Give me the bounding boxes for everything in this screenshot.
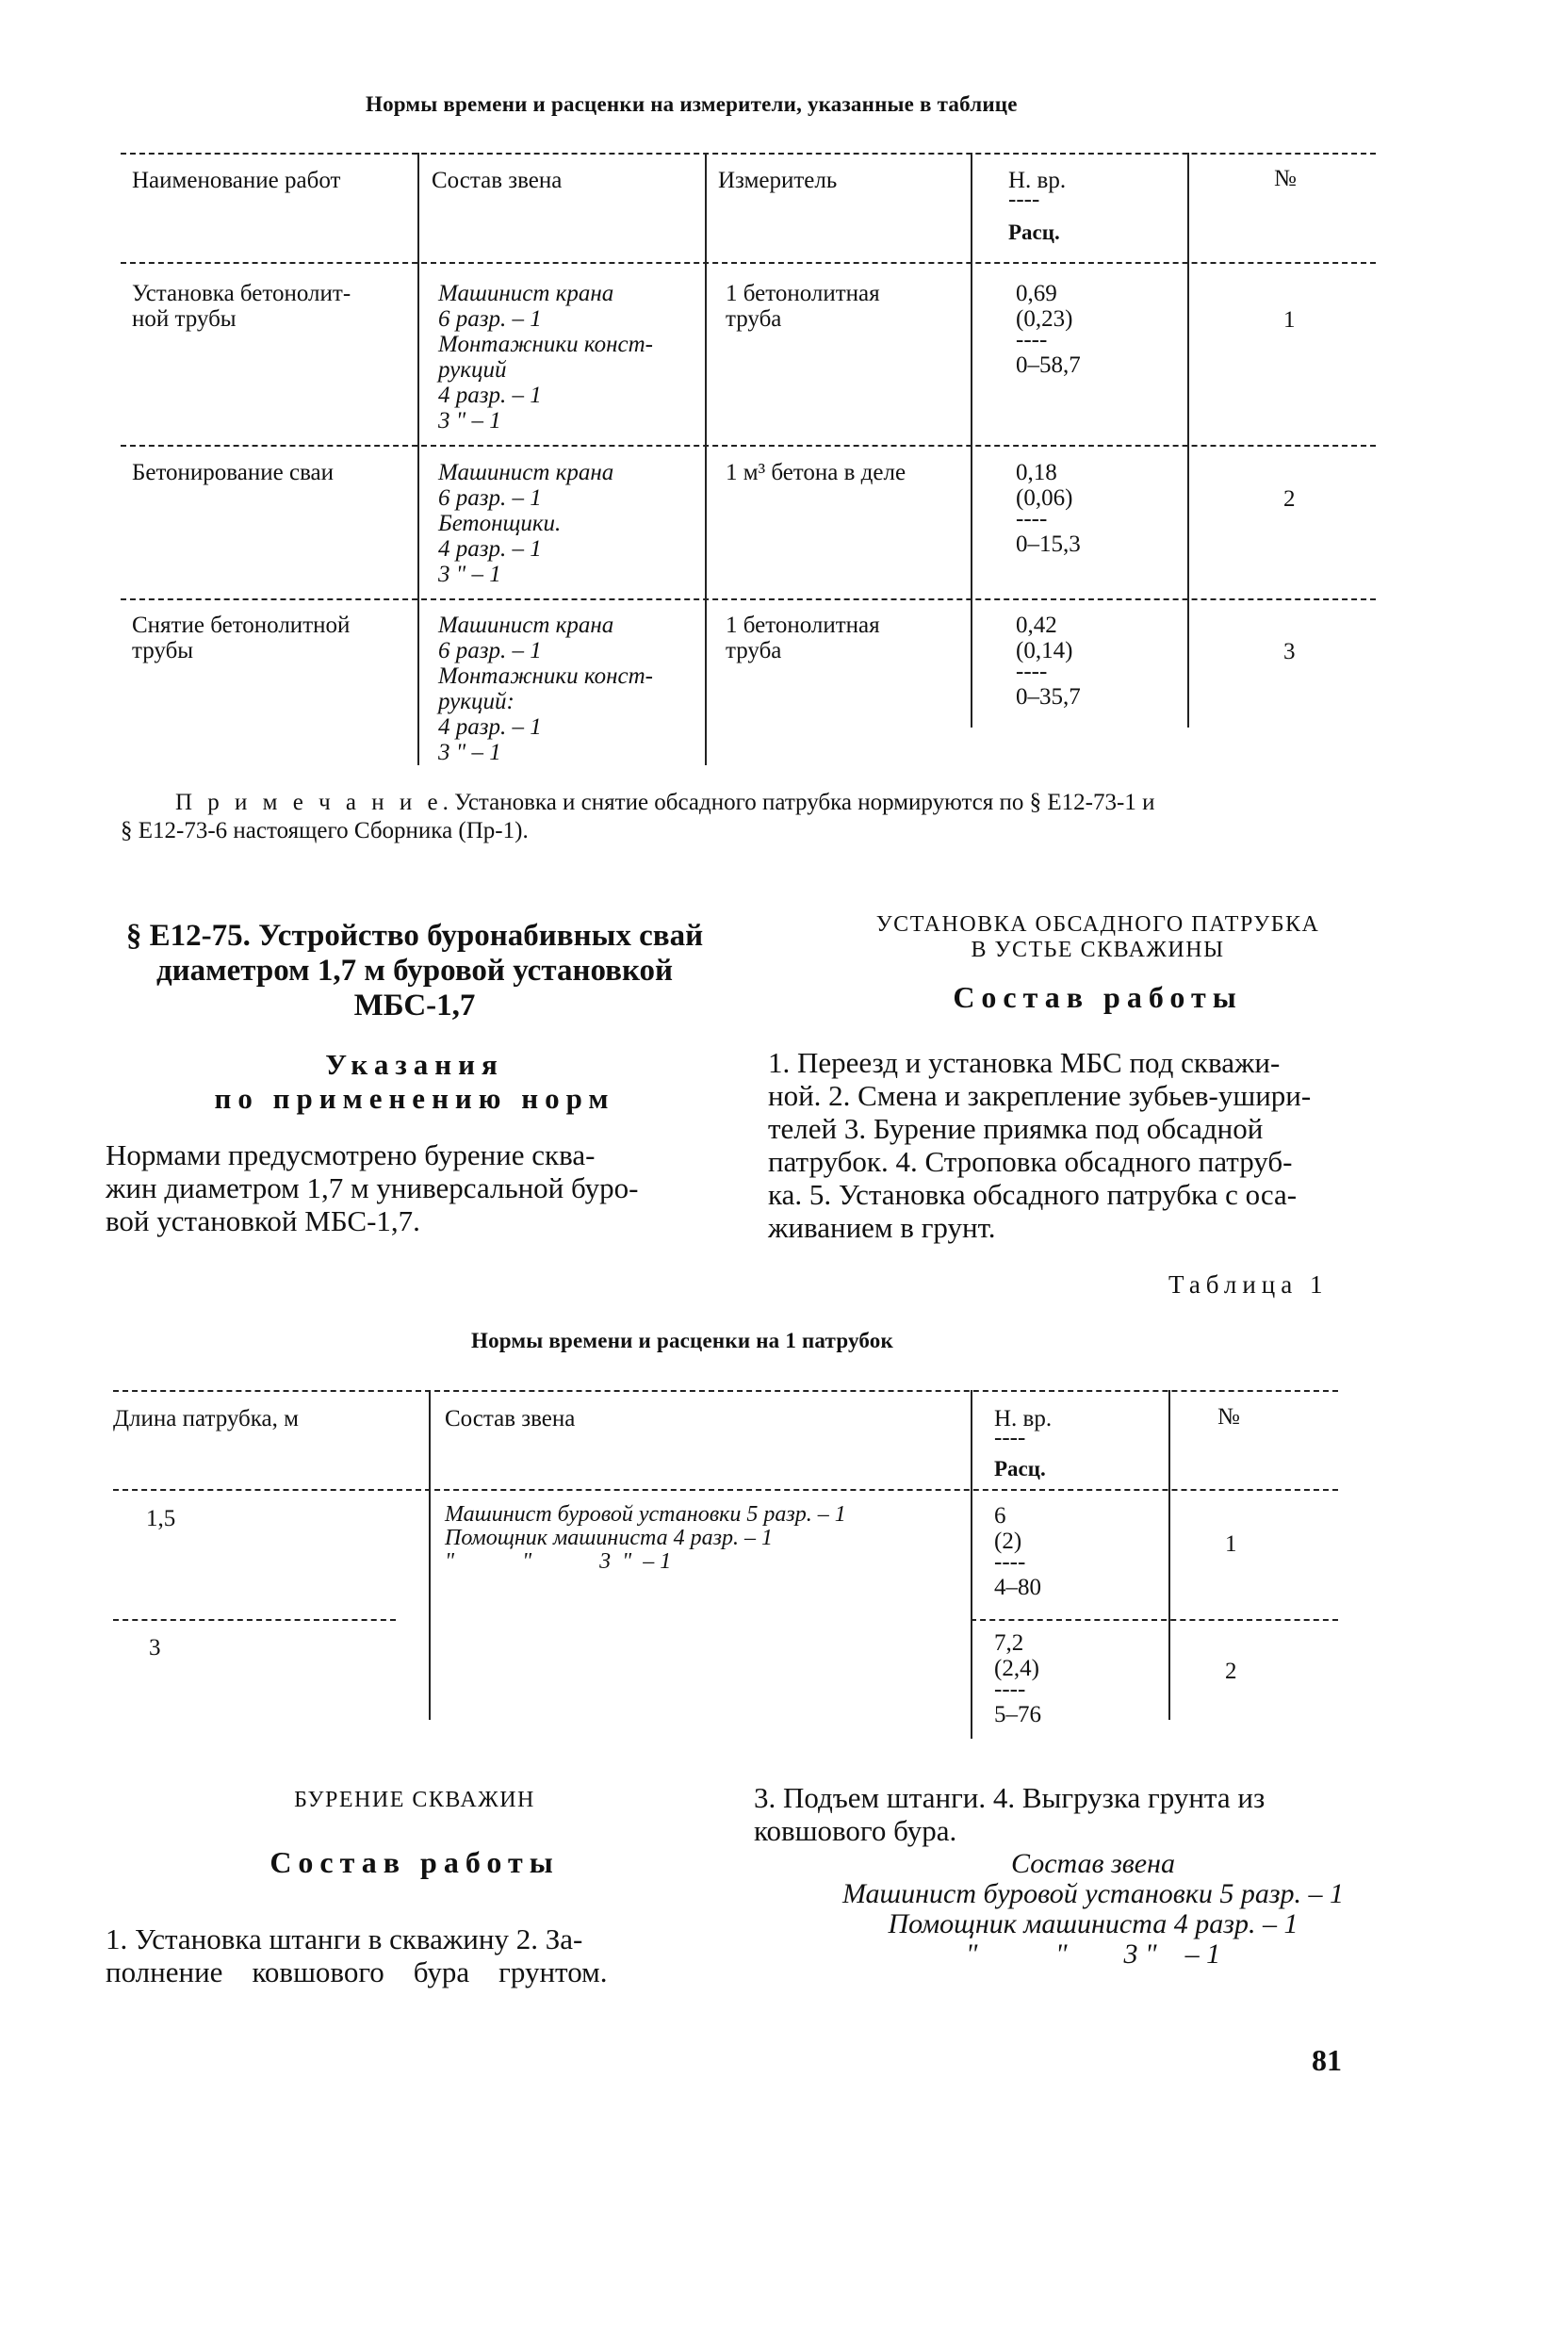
t1-th-num: № (1217, 1404, 1240, 1430)
row2-name: Бетонирование сваи (132, 460, 335, 485)
t1-row2-len: 3 (149, 1635, 161, 1660)
section-intro: Нормами предусмотрено бурение сква- жин диаметром 1,7 м универсальной буро- вой установкой МБС-1,7. (106, 1138, 639, 1237)
right-section-text: 1. Переезд и установка МБС под скважи- ной. 2. Смена и закрепление зубьев-ушири- телей 3. Бурение приямка под обсадной патрубок. 4. Строповка обсадного патруб- ка. 5. Установка обсадного патрубка с оса- живанием в грунт. (768, 1046, 1312, 1244)
drilling-crew: Состав звена Машинист буровой установки 5 разр. – 1 Помощник машиниста 4 разр. – 1 " " 3 " – 1 (841, 1848, 1345, 1970)
row3-num: 3 (1283, 639, 1296, 664)
row3-unit: 1 бетонолитная труба (726, 613, 880, 663)
t1-row2-num: 2 (1225, 1659, 1237, 1684)
t1-th-dash: ---- (994, 1425, 1026, 1450)
drilling-left-text: 1. Установка штанги в скважину 2. За- полнение ковшового бура грунтом. (106, 1922, 608, 1988)
th-unit: Измеритель (718, 168, 838, 193)
row1-norm: 0,69 (0,23) ---- 0–58,7 (1016, 281, 1081, 378)
table1-label: Таблица 1 (1168, 1270, 1329, 1299)
section-title: § Е12-75. Устройство буронабивных свай диаметром 1,7 м буровой установкой МБС-1,7 (125, 919, 704, 1022)
th-norm: Н. вр. (1008, 168, 1067, 193)
th-crew: Состав звена (432, 168, 563, 193)
row1-num: 1 (1283, 307, 1296, 333)
section-subtitle: Указания по применению норм (214, 1048, 615, 1115)
t1-th-rate: Расц. (994, 1457, 1046, 1480)
right-section-subtitle: Состав работы (953, 980, 1243, 1014)
note-line-1: П р и м е ч а н и е. Установка и снятие обсадного патрубка нормируются по § Е12-73-1 и (175, 790, 1155, 815)
row2-norm: 0,18 (0,06) ---- 0–15,3 (1016, 460, 1081, 557)
th-num: № (1274, 166, 1297, 191)
th-norm-dash: ---- (1008, 187, 1040, 212)
th-rate: Расц. (1008, 221, 1060, 244)
row2-num: 2 (1283, 486, 1296, 512)
t1-th-crew: Состав звена (445, 1406, 576, 1431)
row3-name: Снятие бетонолитной трубы (132, 613, 351, 663)
row2-unit: 1 м³ бетона в деле (726, 460, 906, 485)
note-line-2: § Е12-73-6 настоящего Сборника (Пр-1). (121, 818, 529, 843)
t1-row1-len: 1,5 (146, 1506, 176, 1531)
drilling-subtitle: Состав работы (270, 1845, 560, 1879)
table-top-caption: Нормы времени и расценки на измерители, указанные в таблице (366, 92, 1018, 116)
th-name: Наименование работ (132, 168, 341, 193)
t1-row1-norm: 6 (2) ---- 4–80 (994, 1503, 1041, 1600)
page-number: 81 (1312, 2043, 1342, 2077)
right-section-title: УСТАНОВКА ОБСАДНОГО ПАТРУБКА В УСТЬЕ СКВАЖИНЫ (875, 912, 1320, 962)
t1-row2-norm: 7,2 (2,4) ---- 5–76 (994, 1630, 1041, 1727)
row3-crew: Машинист крана 6 разр. – 1 Монтажники конст- рукций: 4 разр. – 1 3 " – 1 (438, 613, 653, 765)
row1-crew: Машинист крана 6 разр. – 1 Монтажники конст- рукций 4 разр. – 1 3 " – 1 (438, 281, 653, 433)
row1-name: Установка бетонолит- ной трубы (132, 281, 351, 332)
table1-caption: Нормы времени и расценки на 1 патрубок (471, 1329, 893, 1352)
drilling-right-text: 3. Подъем штанги. 4. Выгрузка грунта из ковшового бура. (754, 1781, 1266, 1847)
row1-unit: 1 бетонолитная труба (726, 281, 880, 332)
drilling-title: БУРЕНИЕ СКВАЖИН (294, 1788, 535, 1812)
t1-crew: Машинист буровой установки 5 разр. – 1 Помощник машиниста 4 разр. – 1 " " 3 " – 1 (445, 1502, 846, 1574)
row3-norm: 0,42 (0,14) ---- 0–35,7 (1016, 613, 1081, 710)
row2-crew: Машинист крана 6 разр. – 1 Бетонщики. 4 разр. – 1 3 " – 1 (438, 460, 614, 587)
t1-row1-num: 1 (1225, 1531, 1237, 1557)
t1-th-norm: Н. вр. (994, 1406, 1053, 1431)
t1-th-len: Длина патрубка, м (113, 1406, 299, 1431)
